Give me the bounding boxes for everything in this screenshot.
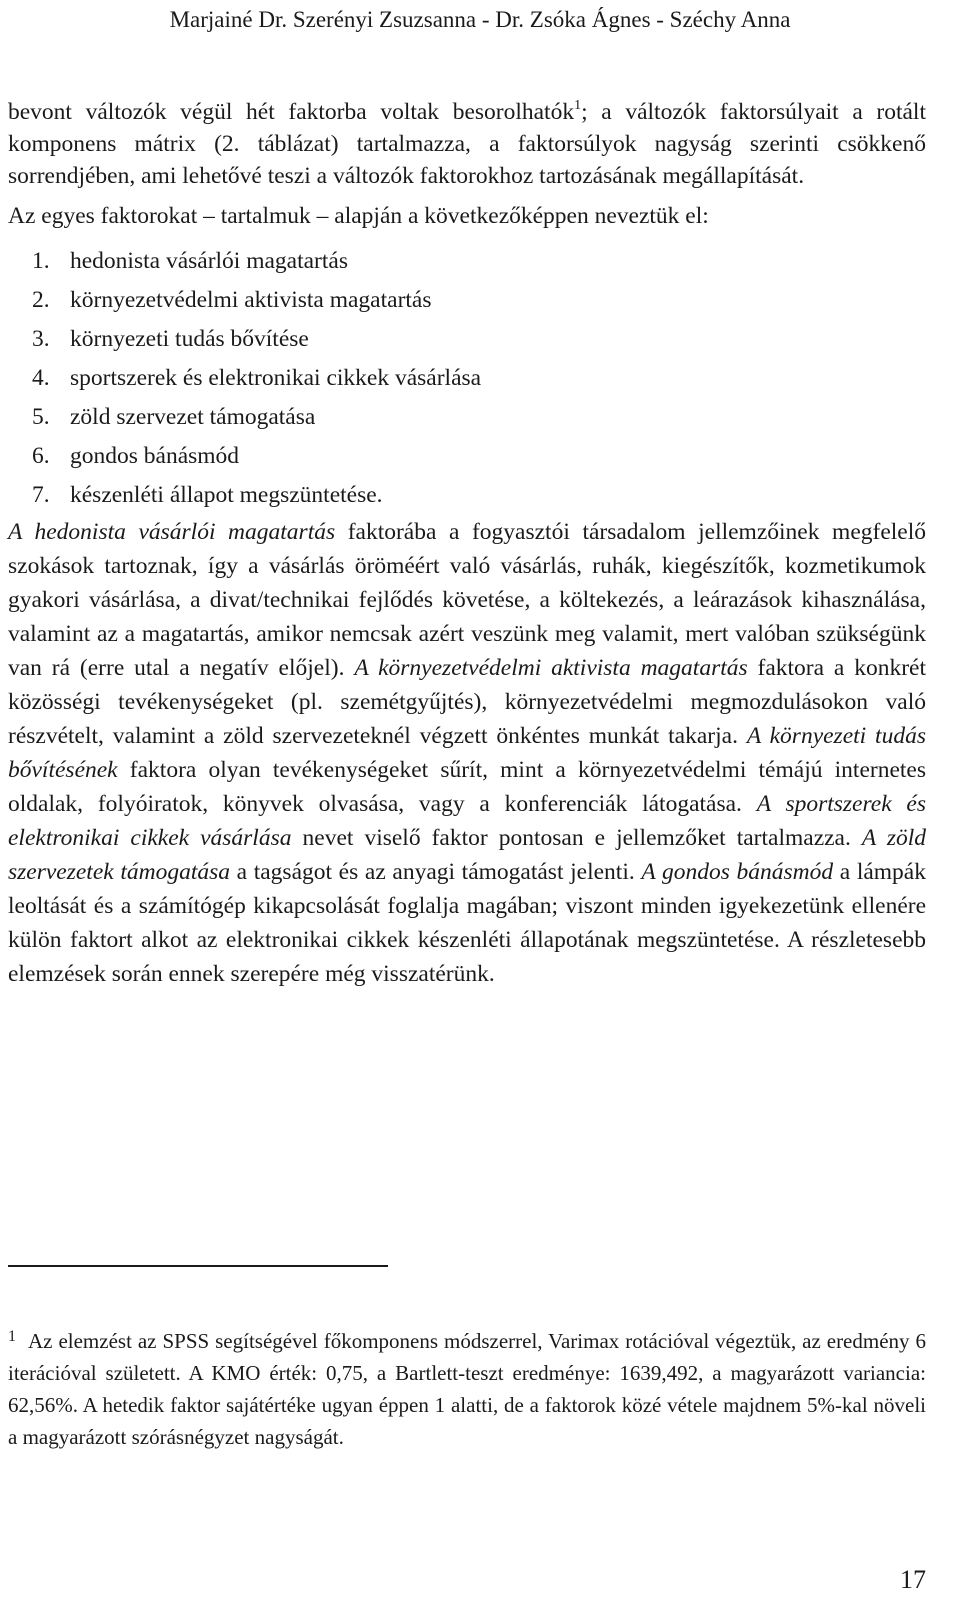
- list-number: 7.: [32, 482, 50, 508]
- footnote-text: Az elemzést az SPSS segítségével főkomponens módszerrel, Varimax rotációval végeztük, az eredmény 6 iterációval született. A KMO érték: 0,75, a Bartlett-teszt eredménye: 1639,492, a magyarázott variancia: 62,56%. A hetedik faktor sajátértéke ugyan éppen 1 alatti, de a faktorok közé vétele majdnem 5%-kal növeli a magyarázott szórásnégyzet nagyságát.: [8, 1329, 926, 1449]
- factor-description: faktorába a fogyasztói társadalom jellemzőinek megfelelő szokások tartoznak, így a vásárlás öröméért való vásárlás, ruhák, kiegészítők, kozmetikumok gyakori vásárlása, a divat/technikai fejlődés követése, a költekezés, a leárazások kihasználása, valamint az a magatartás, amikor nemcsak azért veszünk meg valamit, mert valóban szükségünk van rá (erre utal a negatív előjel).: [8, 519, 926, 681]
- list-label: környezetvédelmi aktivista magatartás: [70, 287, 432, 313]
- factor-name-activist: A környezetvédelmi aktivista magatartás: [354, 655, 748, 681]
- list-item: [32, 281, 926, 320]
- list-number: 4.: [32, 365, 50, 391]
- list-item: [32, 398, 926, 437]
- page-number: 17: [900, 1565, 926, 1594]
- list-item: [32, 476, 926, 515]
- factor-list: [8, 242, 926, 515]
- list-number: 5.: [32, 404, 50, 430]
- footnote-reference[interactable]: 1: [574, 98, 582, 113]
- factor-description: a lámpák leoltását és a számítógép kikapcsolását foglalja magában; viszont minden igyekezetünk ellenére külön faktort alkot az elektronikai cikkek készenléti állapotának megszüntetése. A részletesebb elemzések során ennek szerepére még visszatérünk.: [8, 859, 926, 987]
- factor-description-paragraph: [8, 515, 926, 991]
- footnote-mark: 1: [8, 1328, 16, 1345]
- paragraph-text: bevont változók végül hét faktorba voltak besorolhatók: [8, 99, 575, 125]
- list-label: készenléti állapot megszüntetése.: [70, 482, 383, 508]
- list-number: 3.: [32, 326, 50, 352]
- factor-list-intro: Az egyes faktorokat – tartalmuk – alapján a következőképpen neveztük el:: [8, 203, 709, 229]
- list-label: környezeti tudás bővítése: [70, 326, 309, 352]
- factor-name-careful-handling: A gondos bánásmód: [641, 859, 834, 885]
- main-content: [8, 96, 926, 991]
- factor-description: faktora olyan tevékenységeket sűrít, mint a környezetvédelmi témájú internetes oldalak, folyóiratok, könyvek olvasása, vagy a konferenciák látogatása.: [8, 757, 926, 817]
- factor-description: nevet viselő faktor pontosan e jellemzőket tartalmazza.: [291, 825, 862, 851]
- factor-name-knowledge: A környezeti tudás bővítésének: [8, 723, 926, 783]
- factor-name-hedonist: A hedonista vásárlói magatartás: [8, 519, 336, 545]
- factor-name-sports-electronics: A sportszerek és elektronikai cikkek vásárlása: [8, 791, 926, 851]
- list-item: [32, 320, 926, 359]
- factor-description: faktora a konkrét közösségi tevékenységeket (pl. szemétgyűjtés), környezetvédelmi megmozdulásokon való részvételt, valamint a zöld szervezeteknél végzett önkéntes munkát takarja.: [8, 655, 926, 749]
- footnote-divider: [8, 1265, 388, 1267]
- list-number: 1.: [32, 248, 50, 274]
- paragraph-factor-summary: [8, 96, 926, 192]
- list-item: [32, 437, 926, 476]
- list-number: 6.: [32, 443, 50, 469]
- footnote: [8, 1325, 926, 1453]
- list-label: hedonista vásárlói magatartás: [70, 248, 348, 274]
- list-item: [32, 242, 926, 281]
- list-label: sportszerek és elektronikai cikkek vásárlása: [70, 365, 482, 391]
- paragraph-text-continued: ; a változók faktorsúlyait a rotált komponens mátrix (2. táblázat) tartalmazza, a faktorsúlyok nagyság szerinti csökkenő sorrendjében, ami lehetővé teszi a változók faktorokhoz tartozásának megállapítását.: [8, 99, 926, 189]
- factor-name-green-org: A zöld szervezetek támogatása: [8, 825, 927, 885]
- list-item: [32, 359, 926, 398]
- factor-description: a tagságot és az anyagi támogatást jelenti.: [230, 859, 642, 885]
- list-number: 2.: [32, 287, 50, 313]
- running-header: Marjainé Dr. Szerényi Zsuzsanna - Dr. Zsóka Ágnes - Széchy Anna: [169, 7, 791, 32]
- list-label: zöld szervezet támogatása: [70, 404, 316, 430]
- list-label: gondos bánásmód: [70, 443, 240, 469]
